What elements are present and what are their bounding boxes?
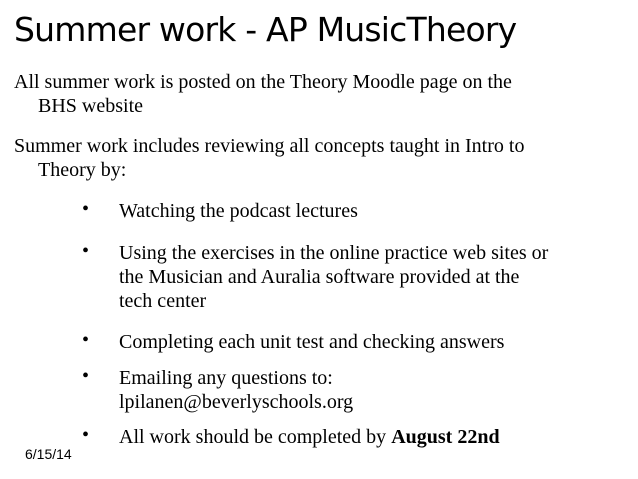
intro-paragraph-review [14,134,626,182]
bullet-text-line: tech center [119,290,207,312]
intro-paragraph-moodle [14,70,626,118]
paragraph-line: Theory by: [38,159,127,181]
bullet-icon: • [82,240,90,262]
bullet-text-line [119,425,624,449]
bullet-icon: • [82,365,90,387]
deadline-date: August 22nd [391,426,500,448]
paragraph-line: BHS website [38,95,143,117]
email-address: lpilanen@beverlyschools.org [119,391,354,413]
bullet-icon: • [82,329,90,351]
bullet-icon: • [82,198,90,220]
deadline-prefix: All work should be completed by [119,426,392,448]
bullet-text-line: the Musician and Auralia software provided at the [119,266,520,288]
paragraph-line: All summer work is posted on the Theory Moodle page on the [14,71,512,93]
bullet-text-line: Watching the podcast lectures [119,200,358,222]
bullet-text-line: Emailing any questions to: [119,367,333,389]
slide-title: Summer work - AP MusicTheory [14,10,517,49]
bullet-text-line: Completing each unit test and checking answers [119,331,505,353]
slide-date: 6/15/14 [25,446,72,462]
bullet-icon: • [82,424,90,446]
paragraph-line: Summer work includes reviewing all concepts taught in Intro to [14,135,525,157]
bullet-text-line: Using the exercises in the online practice web sites or [119,242,549,264]
